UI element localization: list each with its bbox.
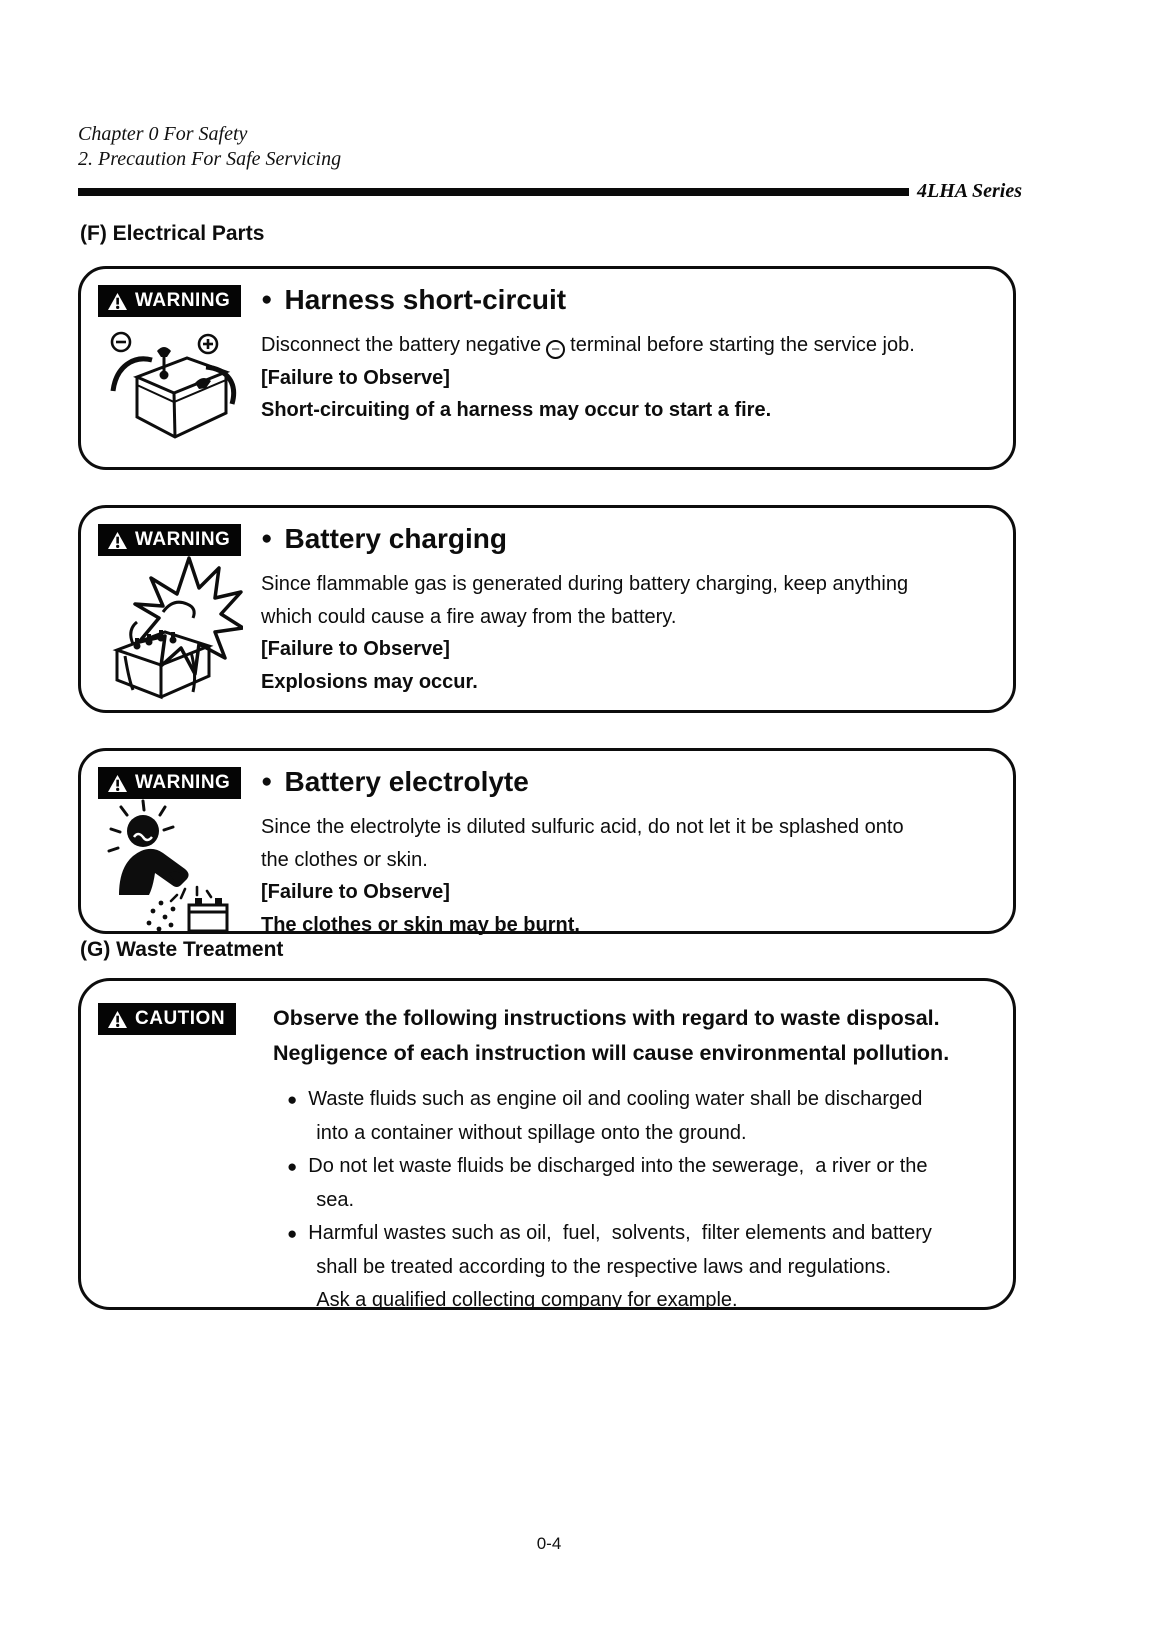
- list-item: [287, 1150, 997, 1217]
- heading-bullet-icon: ●: [261, 528, 273, 549]
- failure-label: [Failure to Observe]: [261, 366, 450, 389]
- warning-box-battery-charging: [78, 505, 1016, 713]
- warning-box-title: Battery electrolyte: [284, 766, 529, 797]
- warning-badge: [98, 285, 241, 317]
- negative-terminal-icon: −: [546, 340, 565, 359]
- list-item-text: [308, 1217, 932, 1318]
- list-bullet-icon: ●: [287, 1224, 298, 1243]
- failure-text: Explosions may occur.: [261, 670, 478, 693]
- breadcrumb-section: 2. Precaution For Safe Servicing: [78, 148, 342, 170]
- page-header: [78, 122, 1022, 203]
- warning-box-battery-electrolyte: [78, 748, 1016, 934]
- body-text-before-symbol: Disconnect the battery negative: [261, 334, 542, 356]
- list-item-line: sea.: [316, 1188, 355, 1211]
- warning-box-title: Harness short-circuit: [284, 284, 567, 315]
- page-number: 0-4: [536, 1534, 562, 1553]
- list-item-line: shall be treated according to the respective laws and regulations.: [316, 1255, 892, 1278]
- body-line: Since flammable gas is generated during battery charging, keep anything: [261, 573, 909, 595]
- list-bullet-icon: ●: [287, 1090, 298, 1109]
- failure-text: Short-circuiting of a harness may occur to start a fire.: [261, 399, 772, 421]
- header-divider: [78, 188, 909, 196]
- body-line: the clothes or skin.: [261, 848, 428, 871]
- warning-box-content: [261, 283, 999, 427]
- failure-label: [Failure to Observe]: [261, 638, 450, 660]
- section-f-title: (F) Electrical Parts: [80, 222, 265, 245]
- warning-triangle-icon: [107, 531, 128, 550]
- warning-box-heading: [261, 283, 999, 317]
- failure-text: The clothes or skin may be burnt.: [261, 913, 580, 936]
- warning-badge-label: WARNING: [135, 772, 231, 793]
- list-bullet-icon: ●: [287, 1157, 298, 1176]
- warning-badge-label: WARNING: [135, 529, 231, 550]
- list-item-line: Ask a qualified collecting company for example.: [316, 1289, 738, 1311]
- warning-box-heading: [261, 522, 999, 556]
- breadcrumb-chapter: Chapter 0 For Safety: [78, 123, 248, 145]
- warning-badge: [98, 767, 241, 799]
- list-item-line: Harmful wastes such as oil, fuel, solvents, filter elements and battery: [308, 1222, 932, 1244]
- warning-box-content: [261, 522, 999, 698]
- section-g-title: (G) Waste Treatment: [80, 938, 284, 961]
- list-item: [287, 1083, 997, 1150]
- acid-splash-icon: [93, 799, 253, 935]
- warning-triangle-icon: [107, 774, 128, 793]
- header-rule-row: [78, 180, 1022, 203]
- battery-terminals-icon: [93, 327, 253, 443]
- list-item-line: into a container without spillage onto the ground.: [316, 1121, 747, 1144]
- list-item-text: [308, 1150, 927, 1217]
- list-item-line: Waste fluids such as engine oil and cooling water shall be discharged: [308, 1088, 923, 1110]
- warning-badge-label: WARNING: [135, 290, 231, 311]
- list-item-line: Do not let waste fluids be discharged into the sewerage, a river or the: [308, 1155, 928, 1177]
- warning-box-heading: [261, 765, 999, 799]
- warning-box-harness-short-circuit: [78, 266, 1016, 470]
- caution-badge-label: CAUTION: [135, 1008, 226, 1029]
- caution-heading-line: Negligence of each instruction will cause environmental pollution.: [273, 1041, 950, 1065]
- list-item: [287, 1217, 997, 1318]
- series-label: 4LHA Series: [916, 180, 1022, 202]
- body-line: which could cause a fire away from the battery.: [261, 605, 677, 628]
- body-line: Since the electrolyte is diluted sulfuric acid, do not let it be splashed onto: [261, 816, 904, 838]
- caution-badge: [98, 1003, 236, 1035]
- warning-box-content: [261, 765, 999, 941]
- warning-triangle-icon: [107, 1010, 128, 1029]
- warning-triangle-icon: [107, 292, 128, 311]
- caution-box-waste-treatment: [78, 978, 1016, 1310]
- body-text-after-symbol: terminal before starting the service job.: [570, 334, 915, 356]
- failure-label: [Failure to Observe]: [261, 881, 450, 903]
- body-line: [261, 329, 999, 362]
- list-item-text: [308, 1083, 922, 1150]
- heading-bullet-icon: ●: [261, 289, 273, 310]
- heading-bullet-icon: ●: [261, 771, 273, 792]
- battery-explosion-icon: [93, 552, 253, 704]
- warning-box-title: Battery charging: [284, 523, 507, 554]
- caution-item-list: [287, 1083, 997, 1318]
- caution-heading-line: Observe the following instructions with regard to waste disposal.: [273, 1006, 940, 1030]
- caution-box-content: [273, 1001, 997, 1318]
